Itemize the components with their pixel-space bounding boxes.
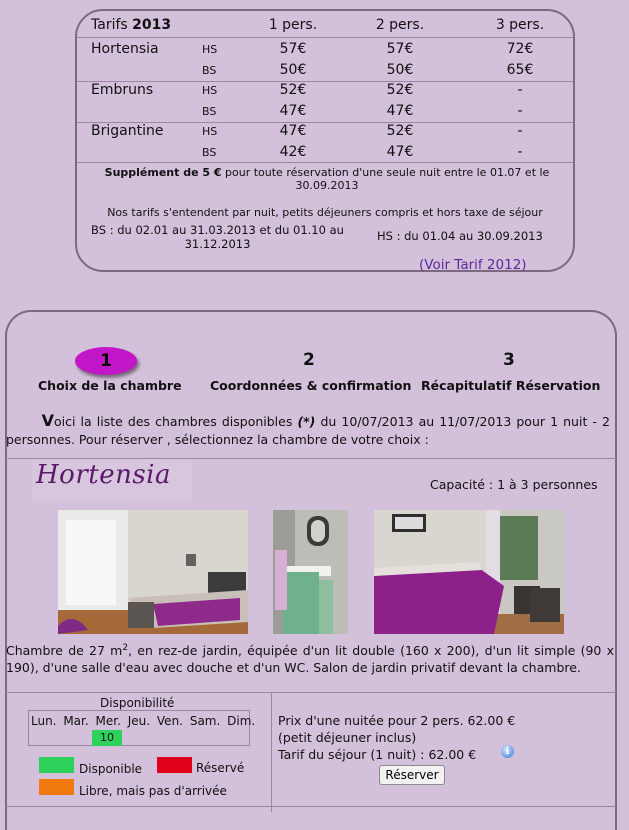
room-photo-1[interactable] [58,510,248,634]
price-cell: 72€ [506,41,534,57]
room-name: Brigantine [91,123,164,139]
tarif-header-row [77,17,573,37]
voir-tarif-2012-link[interactable]: (Voir Tarif 2012) [419,257,527,273]
season-label: HS [202,43,218,56]
step-1-badge: 1 [75,347,137,375]
day-label: Dim. [227,714,256,728]
step-2-label: Coordonnées & confirmation [210,378,412,393]
price-cell: 47€ [386,144,414,160]
stay-total: Tarif du séjour (1 nuit) : 62.00 € [278,747,477,762]
step-2-number: 2 [303,350,315,370]
tarif-row [77,144,573,164]
day-label: Sam. [189,714,221,728]
room-capacity: Capacité : 1 à 3 personnes [430,477,598,492]
divider [6,806,616,807]
price-cell: - [517,82,523,98]
price-cell: 52€ [386,82,414,98]
header-3-pers: 3 pers. [495,17,545,33]
calendar-day-cell[interactable]: 10 [92,730,122,746]
price-cell: - [517,144,523,160]
legend-swatch-reserved [157,757,192,773]
tarif-title: Tarifs 2013 [91,17,172,33]
day-label: Jeu. [127,714,151,728]
price-cell: 50€ [386,62,414,78]
legend-label-available: Disponible [79,762,143,776]
season-label: HS [202,125,218,138]
price-cell: 42€ [279,144,307,160]
legend-label-free-no-arrival: Libre, mais pas d'arrivée [79,784,227,798]
calendar-days [31,714,258,728]
price-cell: 52€ [279,82,307,98]
season-label: BS [202,146,217,159]
price-cell: 57€ [279,41,307,57]
price-cell: 65€ [506,62,534,78]
room-name: Hortensia [91,41,159,57]
price-cell: 47€ [386,103,414,119]
step-1-label: Choix de la chambre [38,378,182,393]
tarif-note: Nos tarifs s'entendent par nuit, petits déjeuners compris et hors taxe de séjour [107,206,543,219]
hs-periods: HS : du 01.04 au 30.09.2013 [377,229,543,243]
tarif-box [75,9,575,272]
bs-periods: BS : du 02.01 au 31.03.2013 et du 01.10 au 31.12.2013 [91,223,344,251]
step-3-number: 3 [503,350,515,370]
header-1-pers: 1 pers. [268,17,318,33]
legend-label-reserved: Réservé [196,761,245,775]
price-cell: - [517,123,523,139]
supplement-text: Supplément de 5 € pour toute réservation d'une seule nuit entre le 01.07 et le 30.09.2013 [104,166,550,192]
price-cell: 47€ [279,123,307,139]
tarif-row [77,123,573,143]
day-label: Mer. [95,714,121,728]
step-3-label: Récapitulatif Réservation [421,378,601,393]
price-cell: 52€ [386,123,414,139]
legend-swatch-free-no-arrival [39,779,74,795]
season-label: HS [202,84,218,97]
tarif-divider [77,162,573,163]
info-icon[interactable]: i [501,745,514,758]
reserve-button[interactable]: Réserver [379,765,445,785]
tarif-row [77,82,573,102]
price-cell: 50€ [279,62,307,78]
tarif-row [77,41,573,61]
tarif-row [77,62,573,82]
room-photo-3[interactable] [374,510,564,634]
legend-swatch-available [39,757,74,773]
intro-text: Voici la liste des chambres disponibles (*) du 10/07/2013 au 11/07/2013 pour 1 nuit - 2 personnes. Pour réserver , sélectionnez la chambre de votre choix : [6,411,610,447]
divider [271,692,272,812]
room-title: Hortensia [36,460,171,490]
day-label: Ven. [156,714,183,728]
price-per-night: Prix d'une nuitée pour 2 pers. 62.00 € [278,713,516,728]
availability-title: Disponibilité [100,696,175,710]
header-2-pers: 2 pers. [375,17,425,33]
day-label: Mar. [63,714,89,728]
room-photo-2[interactable] [273,510,348,634]
breakfast-note: (petit déjeuner inclus) [278,730,417,745]
price-cell: - [517,103,523,119]
tarif-row [77,103,573,123]
divider [6,692,616,693]
season-label: BS [202,64,217,77]
tarif-divider [77,37,573,38]
price-cell: 57€ [386,41,414,57]
season-label: BS [202,105,217,118]
price-cell: 47€ [279,103,307,119]
day-label: Lun. [31,714,57,728]
room-name: Embruns [91,82,154,98]
room-description: Chambre de 27 $m^2$, en rez-de jardin, équipée d'un lit double (160 x 200), d'un lit simple (90 x 190), d'une salle d'eau avec douche et d'un WC. Salon de jardin privatif devant la chambre. [6,643,614,676]
